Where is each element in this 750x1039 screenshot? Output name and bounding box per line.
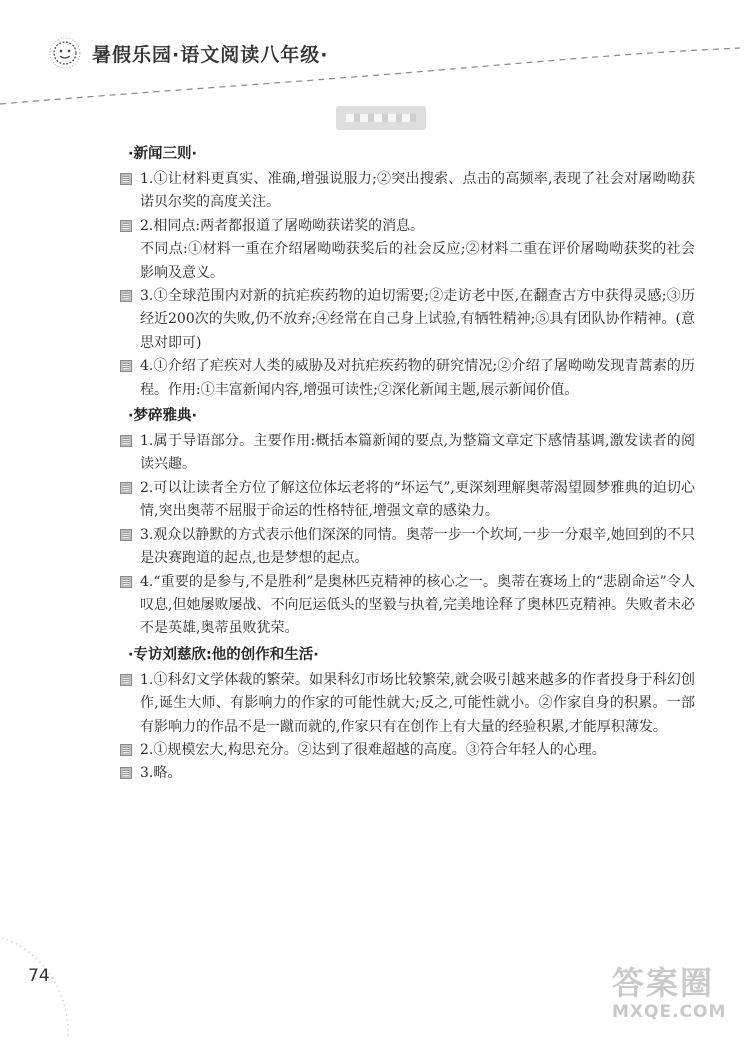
answer-text: 4.①介绍了疟疾对人类的威胁及对抗疟疾药物的研究情况;②介绍了屠呦呦发现青蒿素的历程。作用:①丰富新闻内容,增强可读性;②深化新闻主题,展示新闻价值。 bbox=[140, 358, 695, 398]
section-title: ·梦碎雅典· bbox=[128, 408, 198, 425]
answer-item bbox=[120, 762, 695, 785]
answer-text: 2.可以让读者全方位了解这位体坛老将的“坏运气”,更深刻理解奥蒂渴望圆梦雅典的迫切心情,突出奥蒂不屈服于命运的性格特征,增强文章的感染力。 bbox=[140, 479, 695, 520]
answer-item bbox=[120, 669, 695, 739]
answer-content bbox=[120, 140, 695, 786]
answer-text: 1.①科幻文学体裁的繁荣。如果科幻市场比较繁荣,就会吸引越来越多的作者投身于科幻创作,诞生大师、有影响力的作家的可能性就大;反之,可能性就小。②作家自身的积累。一部有影响力的作品不是一蹴而就的,作家只有在创作上有大量的经验积累,才能厚积薄发。 bbox=[140, 671, 695, 735]
answer-item bbox=[120, 168, 695, 215]
section-title: ·新闻三则· bbox=[128, 146, 198, 162]
answer-bullet-icon bbox=[120, 767, 132, 779]
answer-bullet-icon bbox=[120, 220, 132, 232]
section-title: ·专访刘慈欣:他的创作和生活· bbox=[128, 646, 319, 663]
watermark bbox=[612, 964, 742, 1034]
answer-bullet-icon bbox=[120, 744, 132, 756]
answer-bullet-icon bbox=[120, 173, 132, 185]
answer-bullet-icon bbox=[120, 290, 132, 302]
watermark-url: MXQE.COM bbox=[612, 1002, 727, 1022]
answer-item bbox=[120, 215, 695, 285]
answer-text: 3.略。 bbox=[140, 765, 182, 782]
answer-text: 1.①让材料更真实、准确,增强说服力;②突出搜索、点击的高频率,表现了社会对屠呦呦获诺贝尔奖的高度关注。 bbox=[140, 171, 695, 211]
answer-bullet-icon bbox=[120, 435, 132, 447]
answer-item bbox=[120, 285, 695, 355]
answer-bullet-icon bbox=[120, 529, 132, 541]
answer-item bbox=[120, 477, 695, 524]
answer-bullet-icon bbox=[120, 482, 132, 494]
answer-item bbox=[120, 430, 695, 477]
answer-item bbox=[120, 739, 695, 762]
answer-text: 1.属于导语部分。主要作用:概括本篇新闻的要点,为整篇文章定下感情基调,激发读者的阅读兴趣。 bbox=[140, 433, 695, 473]
answer-text: 3.观众以静默的方式表示他们深深的同情。奥蒂一步一个坎坷,一步一分艰辛,她回到的不只是决赛跑道的起点,也是梦想的起点。 bbox=[140, 526, 695, 567]
watermark-logo: 答案圈 bbox=[612, 964, 715, 1002]
answer-text: 4.“重要的是参与,不是胜利”是奥林匹克精神的核心之一。奥蒂在赛场上的“悲剧命运”令人叹息,但她屡败屡战、不向厄运低头的坚毅与执着,完美地诠释了奥林匹克精神。失败者未必不是英雄,奥蒂虽败犹荣。 bbox=[140, 573, 695, 637]
answer-item bbox=[120, 524, 695, 571]
answer-item bbox=[120, 355, 695, 402]
answer-text: 3.①全球范围内对新的抗疟疾药物的迫切需要;②走访老中医,在翻查古方中获得灵感;③历经近200次的失败,仍不放弃;④经常在自己身上试验,有牺牲精神;⑤具有团队协作精神。(意思对即可) bbox=[140, 288, 695, 351]
answer-bullet-icon bbox=[120, 674, 132, 686]
answer-text: 不同点:①材料一重在介绍屠呦呦获奖后的社会反应;②材料二重在评价屠呦呦获奖的社会影响及意义。 bbox=[140, 241, 695, 281]
answer-text: 2.相同点:两者都报道了屠呦呦获诺奖的消息。 bbox=[140, 217, 425, 234]
answer-key-ribbon-icon bbox=[336, 106, 426, 130]
answer-bullet-icon bbox=[120, 360, 132, 372]
answer-text: 2.①规模宏大,构思充分。②达到了很难超越的高度。③符合年轻人的心理。 bbox=[140, 741, 606, 758]
answer-item bbox=[120, 571, 695, 641]
header-title: 暑假乐园·语文阅读八年级· bbox=[92, 44, 329, 66]
page-number: 74 bbox=[28, 966, 50, 986]
answer-bullet-icon bbox=[120, 576, 132, 588]
